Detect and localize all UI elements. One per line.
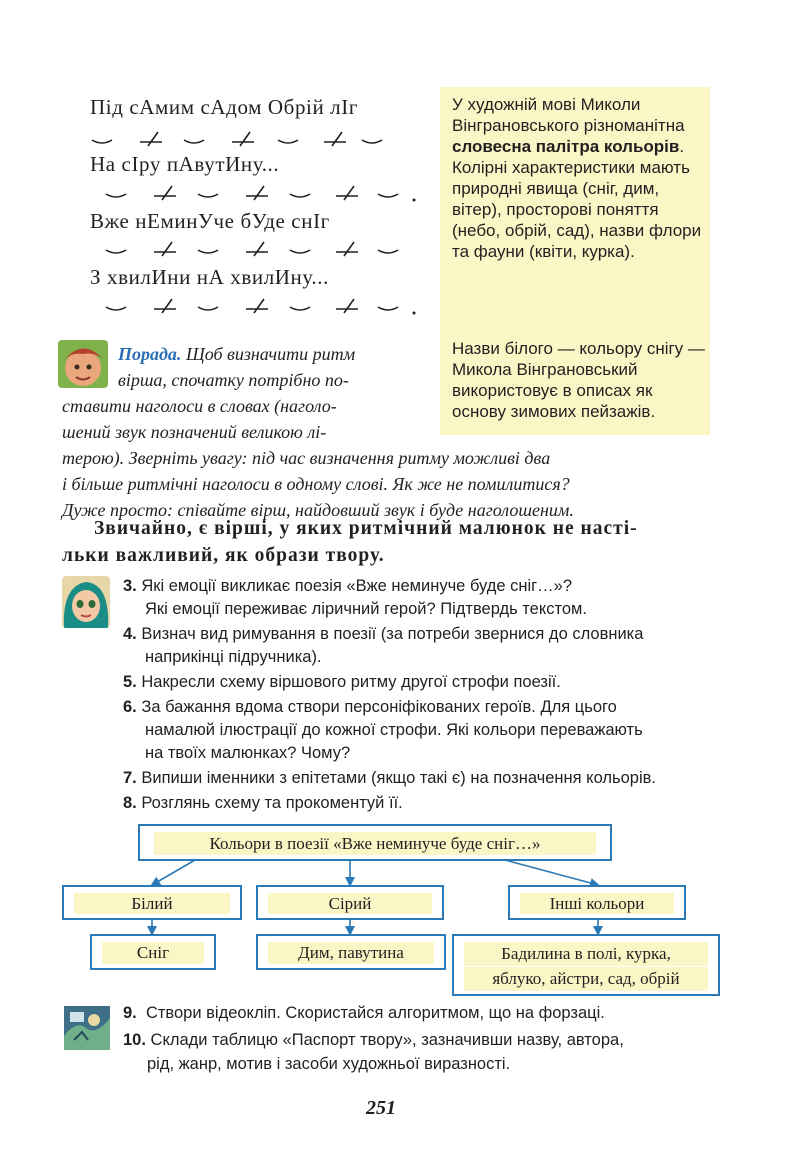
task-10-text: Склади таблицю «Паспорт твору», зазначивши назву, автора, [150, 1031, 624, 1049]
task-7-text: Випиши іменники з епітетами (якщо такі є) на позначення кольорів. [141, 769, 656, 787]
diagram-other-child-box [452, 934, 720, 996]
diagram-root-box [138, 824, 612, 861]
task-6-number: 6. [123, 698, 137, 716]
task-4-text: Визнач вид римування в поезії (за потреби звернися до словника [141, 625, 644, 643]
task-7-number: 7. [123, 769, 137, 787]
task-5-text: Накресли схему віршового ритму другої строфи поезії. [141, 673, 561, 691]
diagram-root-label: Кольори в поезії «Вже неминуче буде сніг…» [154, 832, 596, 855]
task-4-line-2: наприкінці підручника). [145, 648, 322, 666]
video-illustration-image [64, 1006, 110, 1050]
diagram-white-label: Білий [74, 893, 230, 914]
tip-line-7: Дуже просто: співайте вірш, найдовший звук і буде наголошеним. [62, 500, 574, 520]
tip-line-3: ставити наголоси в словах (наголо- [62, 396, 337, 416]
poem-line-4: З хвилИни нА хвилИну... [90, 265, 329, 289]
task-10-number: 10. [123, 1031, 146, 1049]
diagram-other-child-line-1: Бадилина в полі, курка, [464, 942, 708, 966]
bold-paragraph-line-1: Звичайно, є вірші, у яких ритмічний малюнок не насті- [94, 518, 638, 539]
task-3-line-2: Які емоції переживає ліричний герой? Підтвердь текстом. [145, 600, 587, 618]
info-text: У художній мові Миколи Вінграновського різноманітна [452, 95, 685, 135]
task-3-text: Які емоції викликає поезія «Вже неминуче буде сніг…»? [141, 577, 573, 595]
info-text-cont: . Колірні характеристики мають природні явища (сніг, дим, вітер), просторові поняття (небо, обрій, сад), назви флори та фауни (квіти, курка). [452, 137, 702, 261]
task-10-line-1 [123, 1029, 624, 1051]
tip-line-6: і більше ритмічні наголоси в одному слові. Як же не помилитися? [62, 474, 570, 494]
task-8-number: 8. [123, 794, 137, 812]
diagram-grey-child-label: Дим, павутина [268, 942, 434, 964]
tip-line-4: шений звук позначений великою лі- [62, 422, 327, 442]
task-10-line-2: рід, жанр, мотив і засоби художньої виразності. [147, 1055, 511, 1073]
poem-line-2: На сІру пАвутИну... [90, 152, 280, 176]
task-4-number: 4. [123, 625, 137, 643]
task-9-number: 9. [123, 1004, 137, 1022]
info-bold-term: словесна палітра кольорів [452, 137, 680, 156]
tip-label: Порада. [118, 344, 182, 364]
diagram-grey-box [256, 885, 444, 920]
task-6-line-2: намалюй ілюстрації до кожної строфи. Які кольори переважають [145, 721, 643, 739]
task-9-line-1 [123, 1002, 605, 1024]
diagram-other-box [508, 885, 686, 920]
page-number: 251 [366, 1097, 396, 1119]
tip-line-2: вірша, спочатку потрібно по- [118, 370, 349, 390]
task-5-number: 5. [123, 673, 137, 691]
diagram-white-box [62, 885, 242, 920]
diagram-other-label: Інші кольори [520, 893, 674, 914]
poem-line-3: Вже нЕминУче бУде снІг [90, 209, 330, 233]
diagram-other-child-line-2: яблуко, айстри, сад, обрій [464, 967, 708, 991]
diagram-white-child-label: Сніг [102, 942, 204, 964]
tip-text-1: Щоб визначити ритм [181, 344, 356, 364]
task-9-text: Створи відеокліп. Скористайся алгоритмом, що на форзаці. [145, 1004, 605, 1022]
video-illustration-svg [64, 1006, 110, 1050]
diagram-white-child-box [90, 934, 216, 970]
diagram-grey-child-box [256, 934, 446, 970]
task-8-text: Розглянь схему та прокоментуй її. [141, 794, 403, 812]
tip-line-5: терою). Зверніть увагу: під час визначення ритму можливі два [62, 448, 551, 468]
task-6-line-3: на твоїх малюнках? Чому? [145, 744, 351, 762]
poem-line-1: Під сАмим сАдом Обрій лІг [90, 95, 359, 119]
task-6-text: За бажання вдома створи персоніфікованих героїв. Для цього [141, 698, 617, 716]
task-3-number: 3. [123, 577, 137, 595]
diagram-grey-label: Сірий [268, 893, 432, 914]
info-paragraph-2: Назви білого — кольору снігу — Микола Вінграновський використовує в описах як основу зимових пейзажів. [452, 339, 705, 421]
bold-paragraph-line-2: льки важливий, як образи твору. [62, 545, 385, 566]
